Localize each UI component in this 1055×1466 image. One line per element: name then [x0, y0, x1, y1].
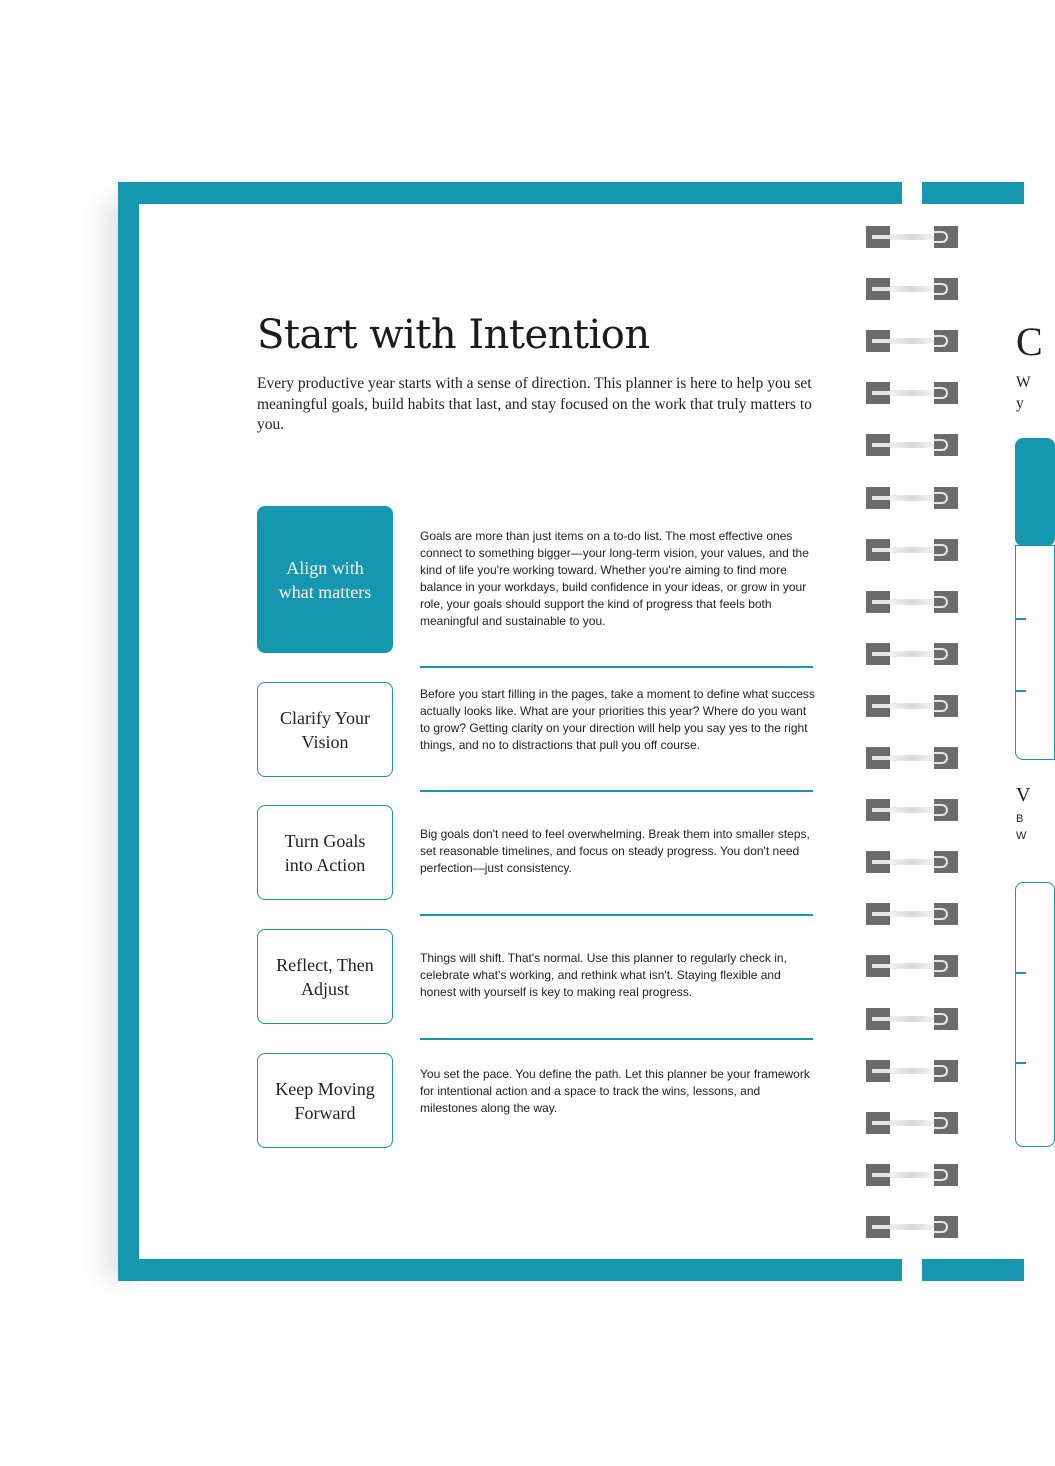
spiral-ring	[866, 747, 958, 769]
section-label-box	[257, 1053, 393, 1148]
section-label: Align with what matters	[278, 557, 372, 602]
page-title: Start with Intention	[257, 312, 650, 358]
section-label-box	[257, 506, 393, 653]
section-text: Big goals don't need to feel overwhelming. Break them into smaller steps, set reasonable timelines, and focus on steady progress. You don't need perfection—just consistency.	[420, 827, 810, 875]
right-page-title-fragment: C	[1016, 319, 1043, 364]
section-text: Goals are more than just items on a to-do list. The most effective ones connect to something bigger—your long-term vision, your values, and the kind of life you're working toward. Whether you're aiming to find more balance in your workdays, build confidence in your ideas, or grow in your role, your goals should support the kind of progress that feels both meaningful and sustainable to you.	[420, 529, 809, 628]
spiral-ring	[866, 1008, 958, 1030]
spiral-ring	[866, 226, 958, 248]
spiral-ring	[866, 487, 958, 509]
spiral-ring	[866, 1112, 958, 1134]
right-page-line-fragment: B	[1016, 813, 1024, 825]
right-page-divider	[1016, 1062, 1026, 1064]
section-text: Things will shift. That's normal. Use this planner to regularly check in, celebrate what's working, and rethink what isn't. Staying flexible and honest with yourself is key to making real progress.	[420, 951, 787, 999]
right-page	[922, 204, 1027, 1259]
spiral-ring	[866, 330, 958, 352]
right-page-intro-fragment: W	[1016, 374, 1031, 391]
spiral-ring	[866, 539, 958, 561]
spiral-ring	[866, 1216, 958, 1238]
section-divider	[420, 666, 813, 668]
section-label: Keep Moving Forward	[275, 1078, 375, 1123]
right-page-label-box	[1015, 438, 1055, 546]
spiral-ring	[866, 903, 958, 925]
section-label: Turn Goals into Action	[284, 830, 366, 875]
right-page-divider	[1016, 618, 1026, 620]
right-page-table	[1015, 882, 1055, 1147]
right-page-table	[1015, 545, 1055, 760]
section-divider	[420, 790, 813, 792]
right-page-divider	[1016, 972, 1026, 974]
right-page-line-fragment: W	[1016, 830, 1027, 842]
spiral-ring	[866, 799, 958, 821]
section-label: Clarify Your Vision	[279, 707, 370, 752]
section-text: You set the pace. You define the path. Let this planner be your framework for intentional action and a space to track the wins, lessons, and milestones along the way.	[420, 1067, 810, 1115]
section-label: Reflect, Then Adjust	[276, 954, 374, 999]
spiral-ring	[866, 851, 958, 873]
spiral-ring	[866, 1060, 958, 1082]
spiral-ring	[866, 434, 958, 456]
right-page-divider	[1016, 690, 1026, 692]
section-label-box	[257, 805, 393, 900]
spiral-ring	[866, 695, 958, 717]
spiral-ring	[866, 643, 958, 665]
right-page-intro-fragment: y	[1016, 395, 1024, 412]
right-page-heading-fragment: V	[1016, 784, 1031, 806]
spiral-ring	[866, 278, 958, 300]
section-divider	[420, 914, 813, 916]
section-text: Before you start filling in the pages, take a moment to define what success actually looks like. What are your priorities this year? Where do you want to grow? Getting clarity on your direction will help you say yes to the right things, and no to distractions that pull you off course.	[420, 687, 815, 752]
spiral-ring	[866, 591, 958, 613]
spiral-ring	[866, 955, 958, 977]
spiral-ring	[866, 382, 958, 404]
spiral-ring	[866, 1164, 958, 1186]
section-label-box	[257, 929, 393, 1024]
section-divider	[420, 1038, 813, 1040]
page-intro: Every productive year starts with a sense of direction. This planner is here to help you set meaningful goals, build habits that last, and stay focused on the work that truly matters to you.	[257, 375, 812, 433]
section-label-box	[257, 682, 393, 777]
